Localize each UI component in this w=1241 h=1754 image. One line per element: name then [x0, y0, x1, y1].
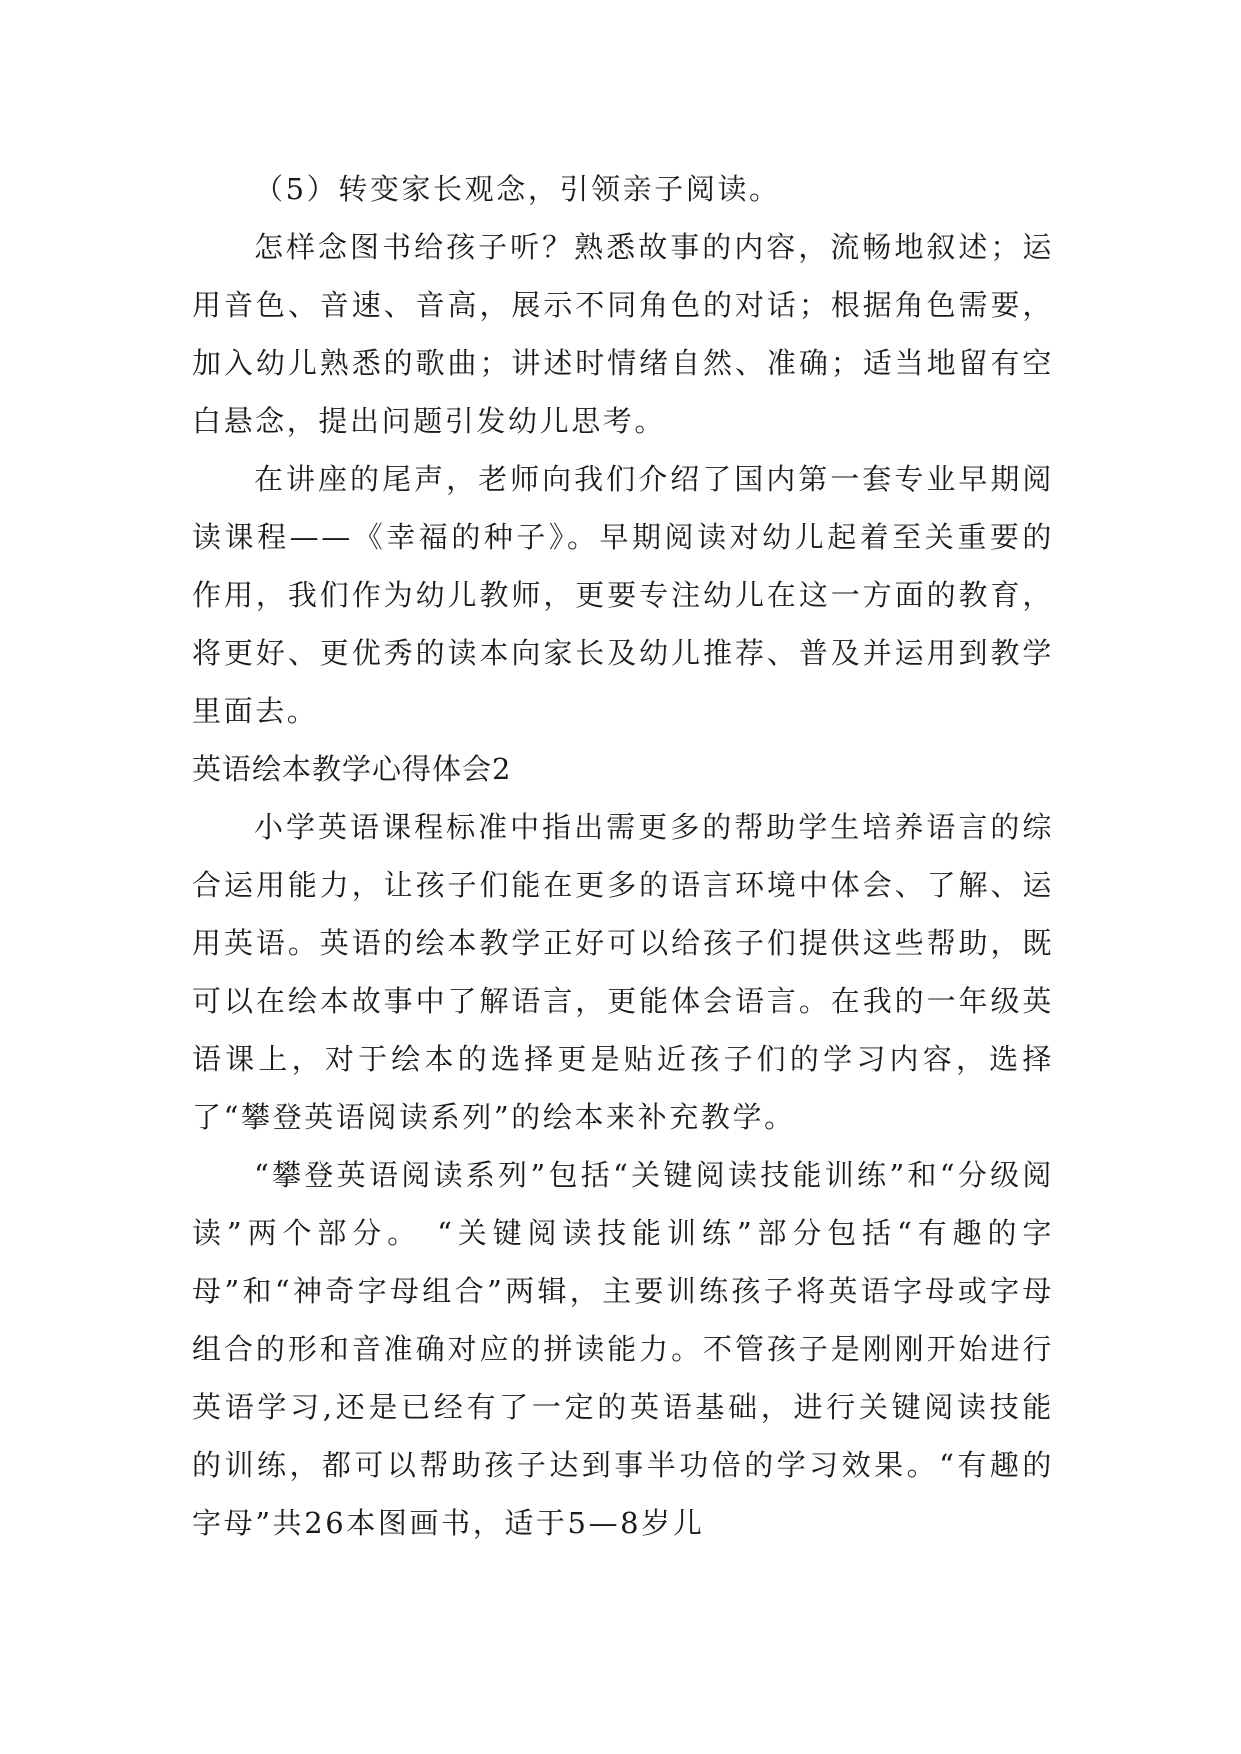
document-body: [192, 160, 1054, 1552]
paragraph-lecture-ending: 在讲座的尾声，老师向我们介绍了国内第一套专业早期阅读课程——《幸福的种子》。早期阅读对幼儿起着至关重要的作用，我们作为幼儿教师，更要专注幼儿在这一方面的教育，将更好、更优秀的读本向家长及幼儿推荐、普及并运用到教学里面去。: [192, 462, 1054, 728]
paragraph-reading-series: “攀登英语阅读系列”包括“关键阅读技能训练”和“分级阅读”两个部分。 “关键阅读技能训练”部分包括“有趣的字母”和“神奇字母组合”两辑，主要训练孩子将英语字母或字母组合的形和音准确对应的拼读能力。不管孩子是刚刚开始进行英语学习,还是已经有了一定的英语基础，进行关键阅读技能的训练，都可以帮助孩子达到事半功倍的学习效果。“有趣的字母”共26本图画书，适于5—8岁儿: [192, 1158, 1054, 1540]
paragraph-curriculum-standard: 小学英语课程标准中指出需更多的帮助学生培养语言的综合运用能力，让孩子们能在更多的语言环境中体会、了解、运用英语。英语的绘本教学正好可以给孩子们提供这些帮助，既可以在绘本故事中了解语言，更能体会语言。在我的一年级英语课上，对于绘本的选择更是贴近孩子们的学习内容，选择了“攀登英语阅读系列”的绘本来补充教学。: [192, 810, 1054, 1134]
section-heading: 英语绘本教学心得体会2: [192, 752, 512, 786]
paragraph-parent-guidance: （5）转变家长观念，引领亲子阅读。: [254, 172, 781, 206]
paragraph-reading-aloud: 怎样念图书给孩子听？熟悉故事的内容，流畅地叙述；运用音色、音速、音高，展示不同角色的对话；根据角色需要，加入幼儿熟悉的歌曲；讲述时情绪自然、准确；适当地留有空白悬念，提出问题引发幼儿思考。: [192, 230, 1054, 438]
